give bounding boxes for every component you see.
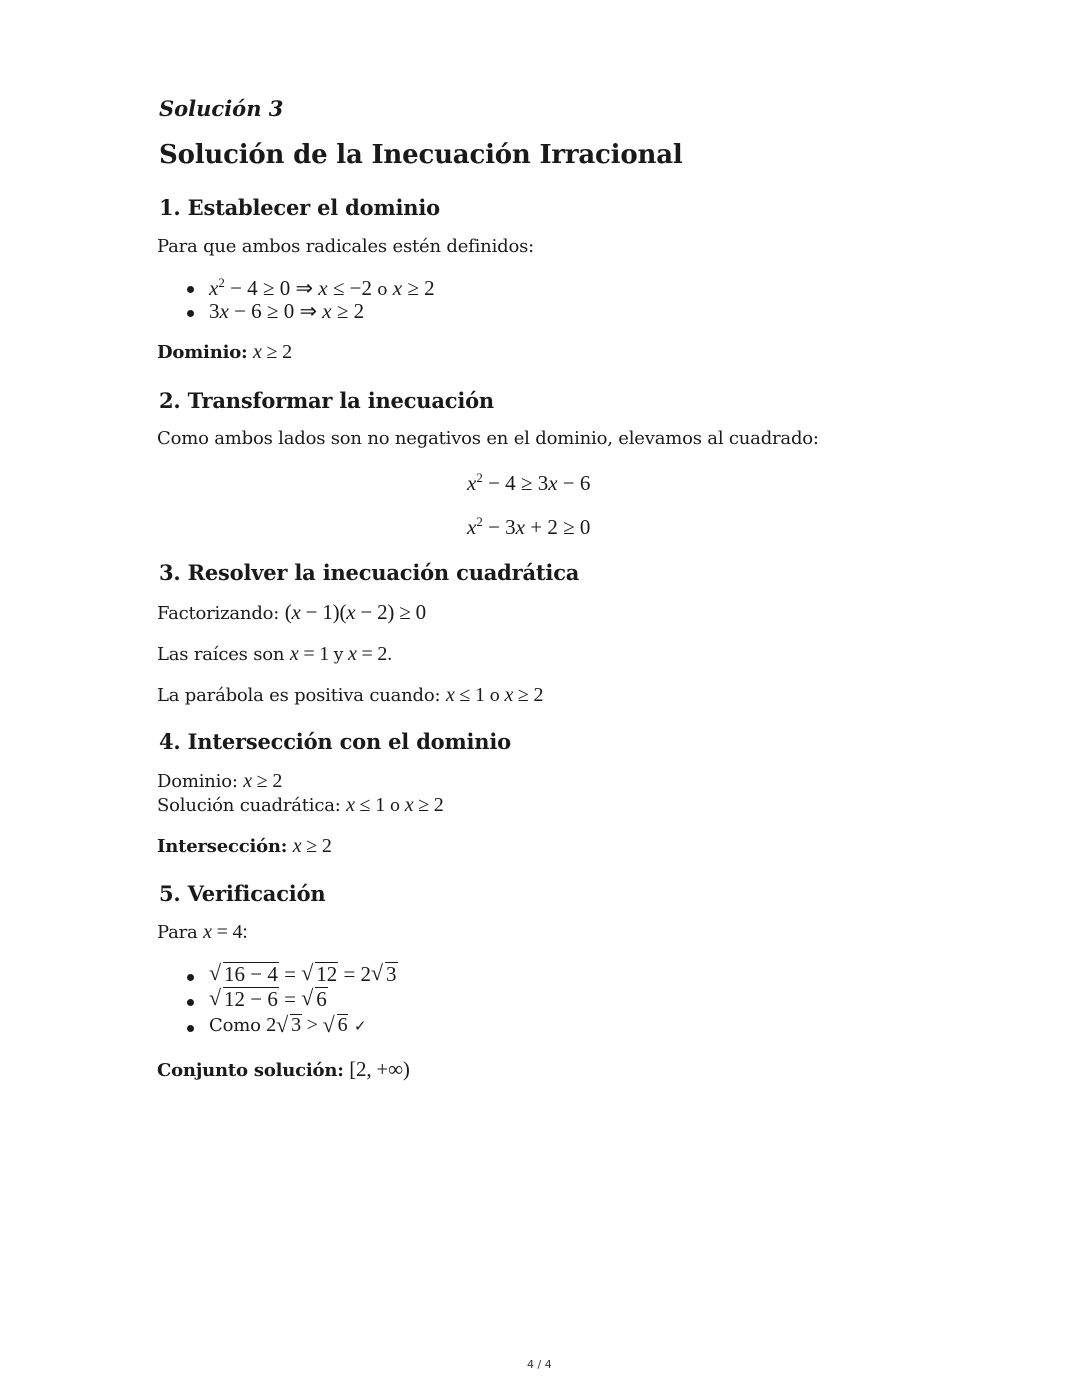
solution-set-label: Conjunto solución: <box>157 1060 344 1081</box>
section-2-intro: Como ambos lados son no negativos en el dominio, elevamos al cuadrado: <box>157 428 819 449</box>
bullet-marker <box>187 974 194 981</box>
section-1-intro: Para que ambos radicales estén definidos: <box>157 236 534 257</box>
check-icon: ✓ <box>353 1017 367 1035</box>
verification-step-3: Como 2 √ 3 > √ 6 ✓ <box>209 1012 367 1037</box>
intersection-result: Intersección: x ≥ 2 <box>157 835 332 857</box>
page-number: 4 / 4 <box>527 1358 552 1371</box>
bullet-marker <box>187 286 194 293</box>
factorization-line: Factorizando: (x − 1)(x − 2) ≥ 0 <box>157 600 426 624</box>
section-4-heading: 4. Intersección con el dominio <box>159 729 511 754</box>
verification-step-1: √ 16 − 4 = √ 12 = 2 √ 3 <box>209 960 397 986</box>
factor-label: Factorizando: <box>157 603 280 624</box>
section-3-heading: 3. Resolver la inecuación cuadrática <box>159 560 580 585</box>
roots-label: Las raíces son <box>157 644 285 665</box>
domain-result: Dominio: x ≥ 2 <box>157 341 292 363</box>
equation-1: $x^2 - 4 \ge 3x - 6$ <box>467 470 591 495</box>
section-2-heading: 2. Transformar la inecuación <box>159 388 495 413</box>
positive-line: La parábola es positiva cuando: x ≤ 1 o x ≥ 2 <box>157 684 544 706</box>
section-5-heading: 5. Verificación <box>159 881 326 906</box>
domain-condition-2: 3x − 6 ≥ 0 ⇒ x ≥ 2 <box>209 299 365 323</box>
domain-label: Dominio: <box>157 771 238 792</box>
page-title: Solución de la Inecuación Irracional <box>159 140 683 170</box>
solution-set: Conjunto solución: [2, +∞) <box>157 1057 410 1081</box>
quadratic-label: Solución cuadrática: <box>157 795 341 816</box>
bullet-marker <box>187 310 194 317</box>
verification-step-2: √ 12 − 6 = √ 6 <box>209 985 327 1011</box>
bullet-marker <box>187 1025 194 1032</box>
roots-line: Las raíces son x = 1 y x = 2. <box>157 643 392 665</box>
equation-2: $x^2 - 3x + 2 \ge 0$ <box>467 514 591 539</box>
verification-label: Para <box>157 922 198 943</box>
section-1-heading: 1. Establecer el dominio <box>159 195 440 220</box>
section-4-domain: Dominio: x ≥ 2 <box>157 770 283 792</box>
section-4-quadratic: Solución cuadrática: x ≤ 1 o x ≥ 2 <box>157 794 444 816</box>
domain-label: Dominio: <box>157 342 248 363</box>
domain-condition-1: $x^2 - 4 \ge 0$ ⇒ x ≤ −2 o x ≥ 2 <box>209 275 435 300</box>
intersection-label: Intersección: <box>157 836 288 857</box>
solution-label: Solución 3 <box>159 96 284 121</box>
verification-intro: Para x = 4: <box>157 921 248 943</box>
positive-label: La parábola es positiva cuando: <box>157 685 441 706</box>
bullet-marker <box>187 999 194 1006</box>
